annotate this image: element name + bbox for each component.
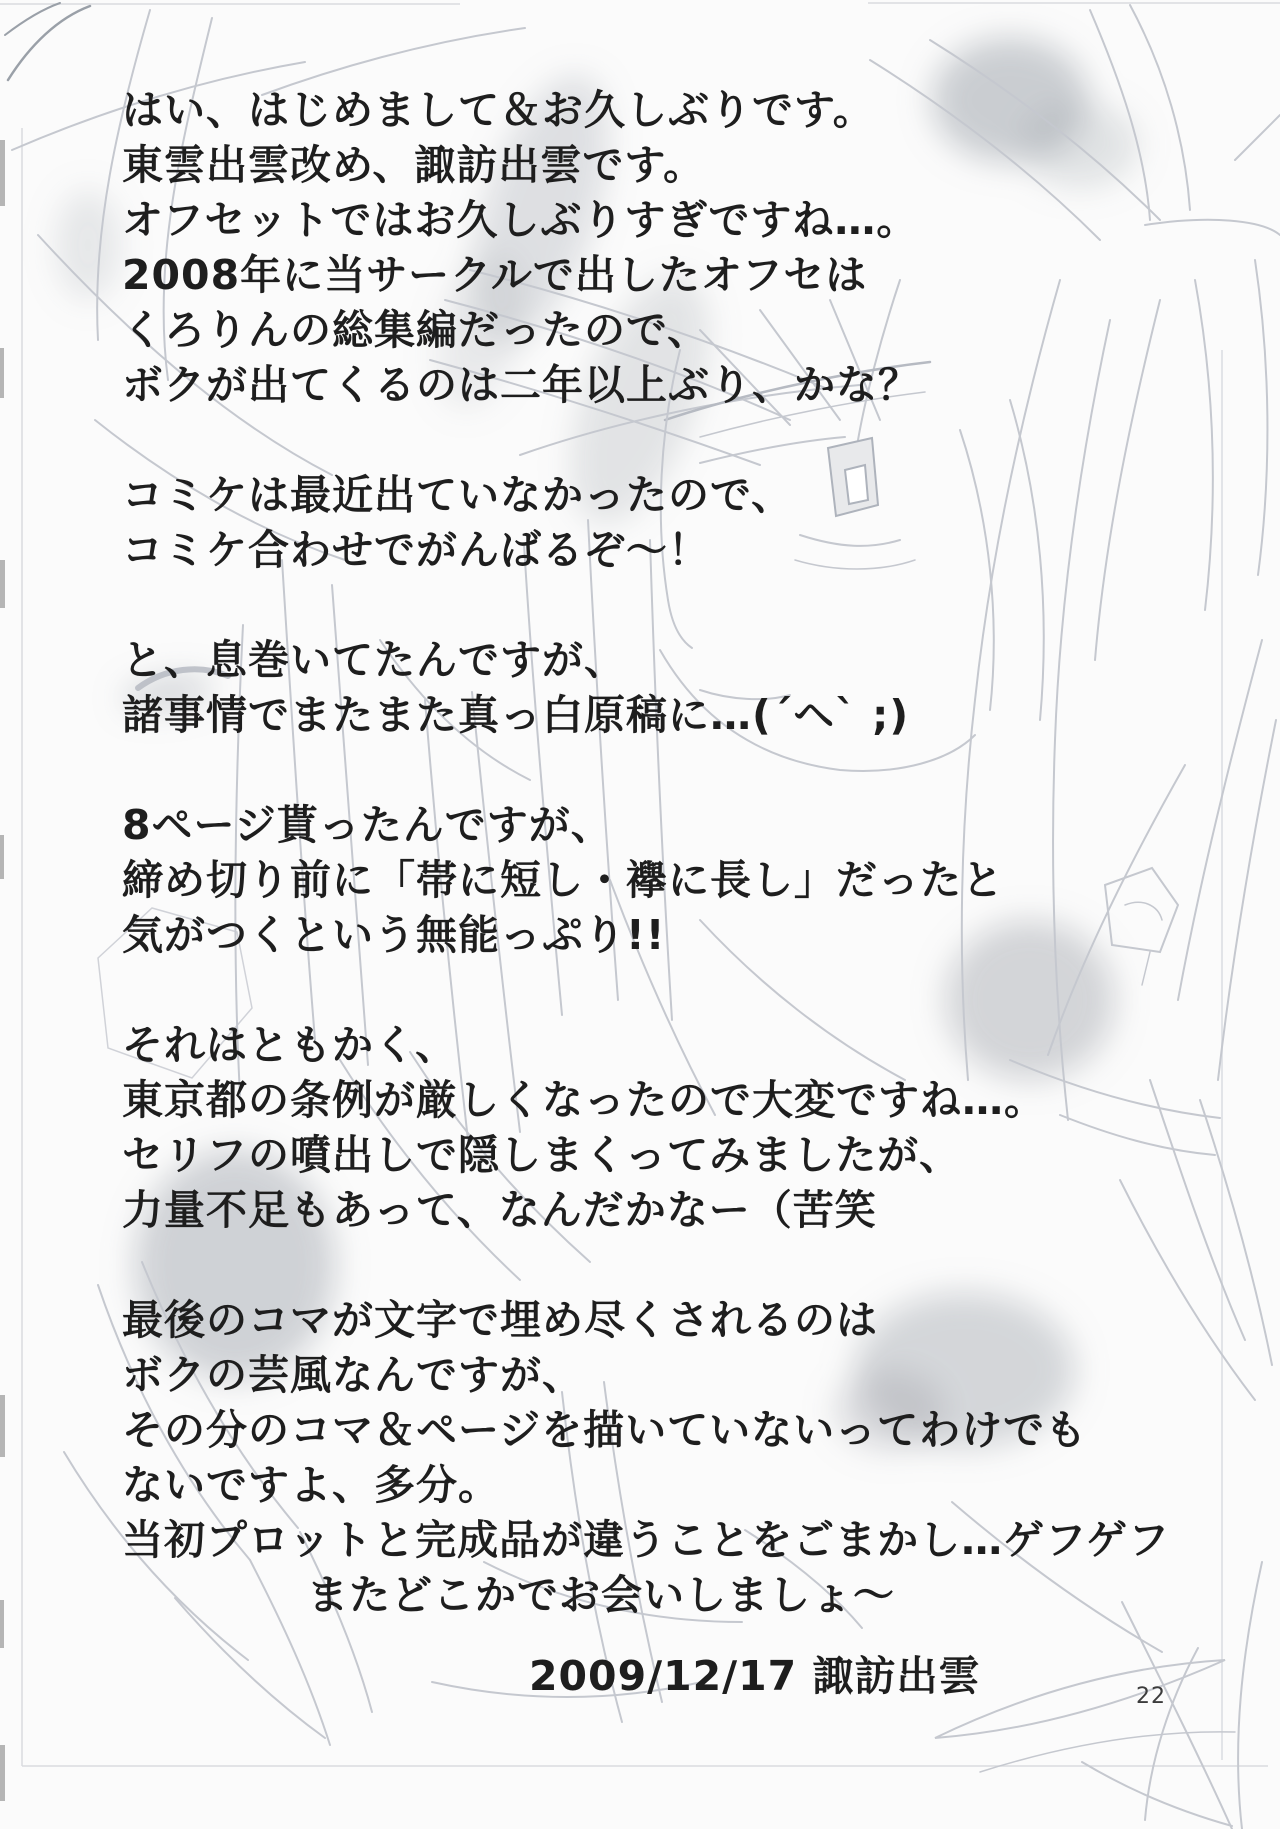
- paragraph-gap: [122, 963, 1170, 1018]
- closing-line: またどこかでお会いしましょ～: [307, 1571, 895, 1619]
- text-line: コミケは最近出ていなかったので、: [122, 471, 794, 519]
- signature-date-line: 2009/12/17 諏訪出雲: [529, 1652, 981, 1700]
- text-line: 力量不足もあって、なんだかなー（苦笑: [122, 1186, 877, 1234]
- text-line: 2008年に当サークルで出したオフセは: [122, 251, 868, 299]
- afterword-text-block: [122, 83, 1170, 1704]
- text-line: 8ページ貰ったんですが、: [122, 801, 613, 849]
- text-line: 東雲出雲改め、諏訪出雲です。: [122, 141, 706, 189]
- text-line: オフセットではお久しぶりすぎですね…。: [122, 196, 919, 244]
- scan-spine-marks: [0, 140, 5, 1801]
- text-line: ボクが出てくるのは二年以上ぶり、かな？: [122, 361, 920, 409]
- text-line: コミケ合わせでがんばるぞ～！: [122, 526, 710, 574]
- text-line: くろりんの総集編だったので、: [122, 306, 710, 354]
- text-line: ボクの芸風なんですが、: [122, 1351, 584, 1399]
- text-line: 気がつくという無能っぷり!!: [122, 911, 666, 959]
- text-line: 最後のコマが文字で埋め尽くされるのは: [122, 1296, 878, 1344]
- text-line: と、息巻いてたんですが、: [122, 636, 626, 684]
- text-line: 締め切り前に「帯に短し・襷に長し」だったと: [122, 856, 1004, 904]
- paragraph-gap: [122, 1238, 1170, 1293]
- text-line: 諸事情でまたまた真っ白原稿に…(´ヘ` ;): [122, 691, 910, 739]
- text-line: その分のコマ＆ページを描いていないってわけでも: [122, 1406, 1088, 1454]
- paragraph-gap: [122, 743, 1170, 798]
- text-line: ないですよ、多分。: [122, 1461, 500, 1509]
- text-line: はい、はじめまして＆お久しぶりです。: [122, 86, 875, 134]
- paragraph-gap: [122, 1623, 1170, 1649]
- text-line: 当初プロットと完成品が違うことをごまかし…ゲフゲフ: [122, 1516, 1170, 1564]
- page-number: 22: [1136, 1684, 1166, 1709]
- text-line: それはともかく、: [122, 1021, 458, 1069]
- paragraph-gap: [122, 413, 1170, 468]
- text-line: 東京都の条例が厳しくなったので大変ですね…。: [122, 1076, 1046, 1124]
- paragraph-gap: [122, 578, 1170, 633]
- text-line: セリフの噴出しで隠しまくってみましたが、: [122, 1131, 962, 1179]
